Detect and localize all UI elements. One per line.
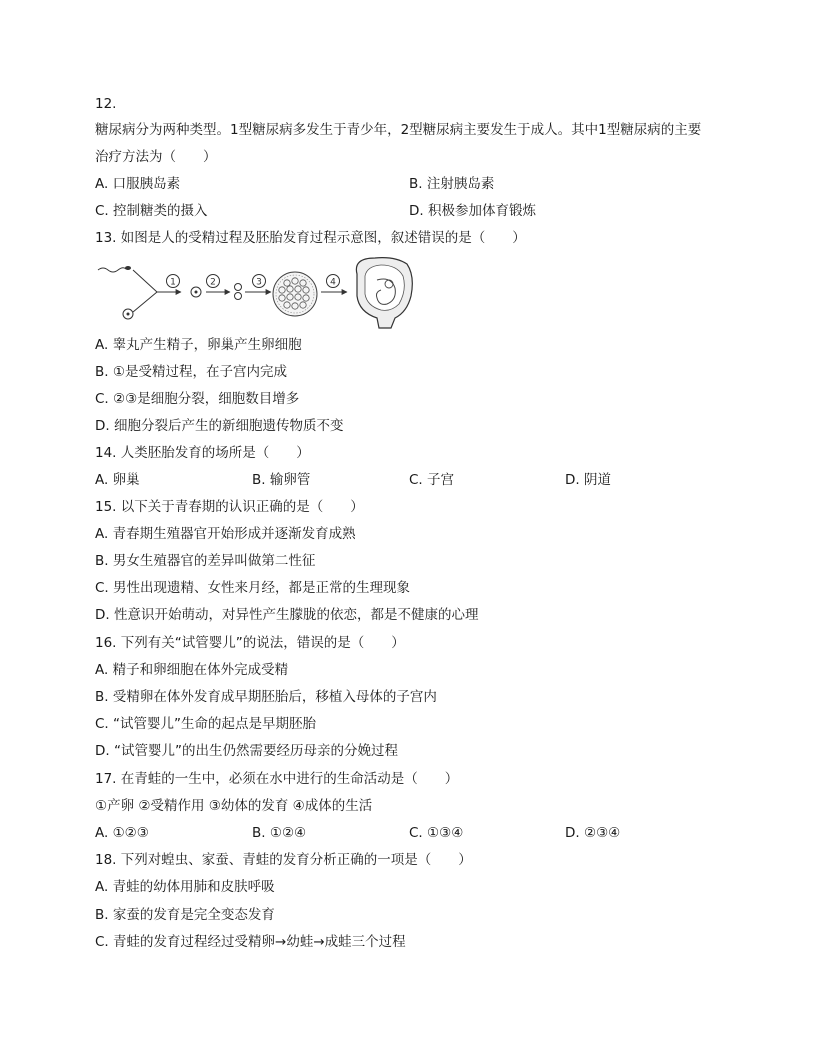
q12-option-d: D. 积极参加体育锻炼	[409, 203, 536, 219]
q13-option-b: B. ①是受精过程，在子宫内完成	[95, 364, 287, 380]
q18-option-b: B. 家蚕的发育是完全变态发育	[95, 907, 275, 923]
q15-option-d: D. 性意识开始萌动，对异性产生朦胧的依恋，都是不健康的心理	[95, 607, 479, 623]
svg-text:4: 4	[330, 277, 336, 288]
q17-items: ①产卵 ②受精作用 ③幼体的发育 ④成体的生活	[95, 798, 373, 814]
q16-option-c: C. “试管婴儿”生命的起点是早期胚胎	[95, 716, 316, 732]
egg-cell-icon	[123, 309, 133, 319]
svg-text:1: 1	[170, 277, 176, 288]
two-cell-embryo-icon	[235, 284, 242, 300]
svg-text:3: 3	[256, 277, 262, 288]
q15-option-b: B. 男女生殖器官的差异叫做第二性征	[95, 553, 316, 569]
q17-option-a: A. ①②③	[95, 825, 149, 841]
step-2-label	[207, 275, 220, 288]
step-4-label	[327, 275, 340, 288]
q12-stem-line1: 糖尿病分为两种类型。1型糖尿病多发生于青少年，2型糖尿病主要发生于成人。其中1型糖尿病的主要	[95, 122, 702, 138]
q15-option-c: C. 男性出现遗精、女性来月经，都是正常的生理现象	[95, 580, 411, 596]
q16-stem: 16. 下列有关“试管婴儿”的说法，错误的是（ ）	[95, 635, 405, 651]
q13-option-c: C. ②③是细胞分裂，细胞数目增多	[95, 391, 300, 407]
q14-option-c: C. 子宫	[409, 472, 455, 488]
uterus-fetus-icon	[356, 258, 412, 328]
q13-option-a: A. 睾丸产生精子，卵巢产生卵细胞	[95, 337, 302, 353]
q14-option-d: D. 阴道	[565, 472, 611, 488]
q17-option-b: B. ①②④	[252, 825, 307, 841]
q13-stem: 13. 如图是人的受精过程及胚胎发育过程示意图，叙述错误的是（ ）	[95, 230, 526, 246]
sperm-icon	[98, 266, 131, 272]
fertilization-diagram	[95, 256, 415, 336]
zygote-icon	[191, 287, 201, 297]
q16-option-a: A. 精子和卵细胞在体外完成受精	[95, 662, 289, 678]
egg-path-line	[133, 292, 157, 312]
q14-stem: 14. 人类胚胎发育的场所是（ ）	[95, 445, 310, 461]
step-3-label	[253, 275, 266, 288]
q14-option-b: B. 输卵管	[252, 472, 311, 488]
q12-number: 12.	[95, 96, 117, 112]
q15-option-a: A. 青春期生殖器官开始形成并逐渐发育成熟	[95, 526, 356, 542]
q12-option-c: C. 控制糖类的摄入	[95, 203, 208, 219]
q15-stem: 15. 以下关于青春期的认识正确的是（ ）	[95, 499, 364, 515]
q18-option-a: A. 青蛙的幼体用肺和皮肤呼吸	[95, 879, 275, 895]
q17-option-c: C. ①③④	[409, 825, 464, 841]
morula-icon	[273, 272, 317, 316]
q12-option-b: B. 注射胰岛素	[409, 176, 495, 192]
q17-stem: 17. 在青蛙的一生中，必须在水中进行的生命活动是（ ）	[95, 771, 459, 787]
q12-option-a: A. 口服胰岛素	[95, 176, 181, 192]
step-1-label	[167, 275, 180, 288]
q17-option-d: D. ②③④	[565, 825, 621, 841]
q12-stem-line2: 治疗方法为（ ）	[95, 149, 217, 165]
q14-option-a: A. 卵巢	[95, 472, 140, 488]
q13-option-d: D. 细胞分裂后产生的新细胞遗传物质不变	[95, 418, 344, 434]
q18-option-c: C. 青蛙的发育过程经过受精卵→幼蛙→成蛙三个过程	[95, 934, 406, 950]
sperm-path-line	[133, 270, 157, 292]
q16-option-d: D. “试管婴儿”的出生仍然需要经历母亲的分娩过程	[95, 743, 398, 759]
q18-stem: 18. 下列对蝗虫、家蚕、青蛙的发育分析正确的一项是（ ）	[95, 852, 472, 868]
svg-text:2: 2	[210, 277, 216, 288]
q16-option-b: B. 受精卵在体外发育成早期胚胎后，移植入母体的子宫内	[95, 689, 437, 705]
